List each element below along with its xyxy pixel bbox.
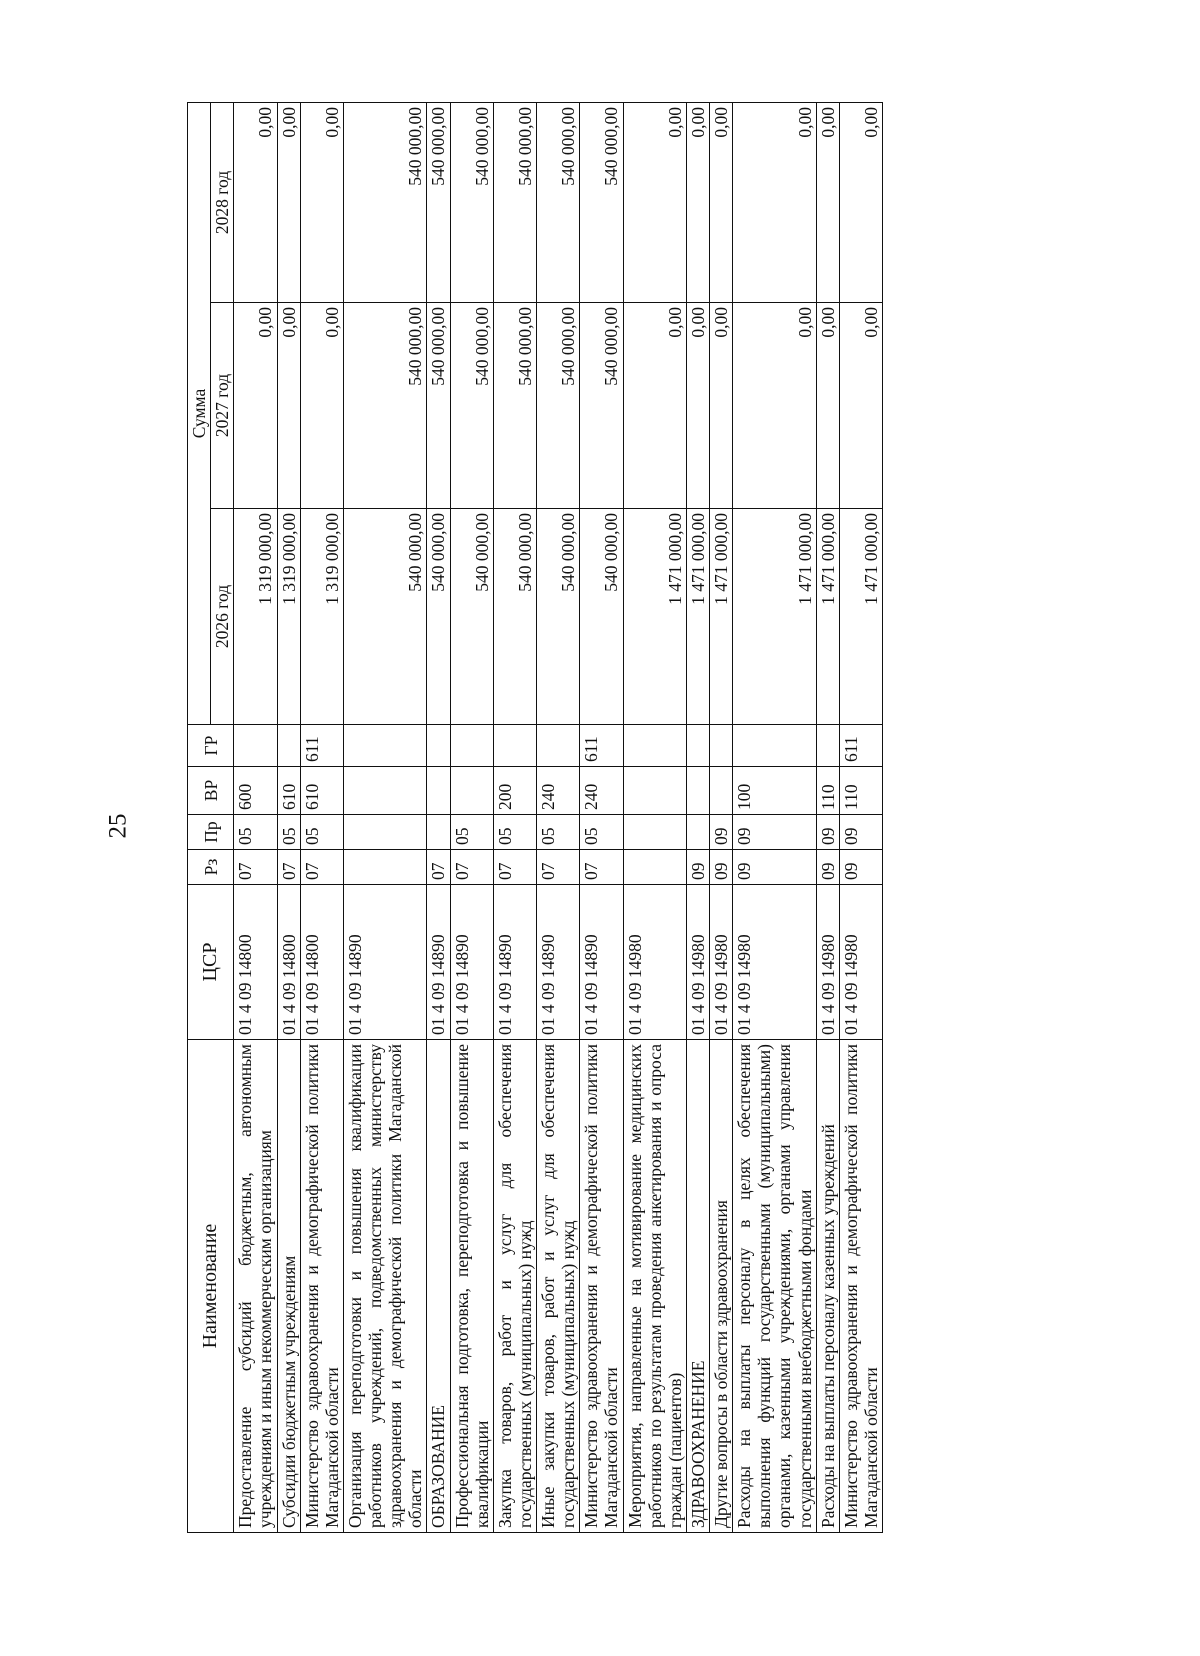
cell-pr: 09 (839, 815, 882, 850)
cell-vr: 240 (537, 767, 580, 815)
cell-2028: 0,00 (733, 102, 817, 302)
cell-vr: 610 (277, 767, 300, 815)
cell-2026: 540 000,00 (427, 509, 450, 725)
cell-csr: 01 4 09 14980 (686, 885, 709, 1040)
cell-csr: 01 4 09 14890 (343, 885, 427, 1040)
cell-2028: 540 000,00 (427, 102, 450, 302)
cell-2027: 0,00 (816, 303, 839, 509)
cell-2028: 0,00 (623, 102, 686, 302)
cell-vr: 610 (300, 767, 343, 815)
header-summa: Сумма (188, 102, 211, 724)
cell-csr: 01 4 09 14800 (234, 885, 277, 1040)
cell-gr: 611 (839, 725, 882, 767)
table-row (839, 102, 882, 1532)
cell-rz: 09 (710, 850, 733, 885)
cell-gr (343, 725, 427, 767)
cell-gr (450, 725, 493, 767)
cell-rz: 07 (427, 850, 450, 885)
cell-pr: 05 (580, 815, 623, 850)
cell-2026: 1 471 000,00 (733, 509, 817, 725)
cell-2027: 540 000,00 (450, 303, 493, 509)
cell-rz: 07 (234, 850, 277, 885)
cell-vr (343, 767, 427, 815)
cell-2028: 540 000,00 (343, 102, 427, 302)
cell-rz: 07 (300, 850, 343, 885)
table-row (300, 102, 343, 1532)
cell-vr (686, 767, 709, 815)
cell-name: Министерство здравоохранения и демографической политики Магаданской области (300, 1040, 343, 1533)
table-row (343, 102, 427, 1532)
cell-name: Субсидии бюджетным учреждениям (277, 1040, 300, 1533)
cell-name: Расходы на выплаты персоналу казенных учреждений (816, 1040, 839, 1533)
cell-name: ЗДРАВООХРАНЕНИЕ (686, 1040, 709, 1533)
cell-2027: 0,00 (300, 303, 343, 509)
cell-vr: 200 (493, 767, 536, 815)
cell-2026: 540 000,00 (580, 509, 623, 725)
cell-pr: 05 (300, 815, 343, 850)
header-2027: 2027 год (211, 303, 234, 509)
cell-2027: 0,00 (277, 303, 300, 509)
cell-gr: 611 (580, 725, 623, 767)
table-row (277, 102, 300, 1532)
cell-vr (450, 767, 493, 815)
cell-2026: 540 000,00 (343, 509, 427, 725)
cell-2028: 0,00 (277, 102, 300, 302)
cell-2026: 1 471 000,00 (686, 509, 709, 725)
table-row (816, 102, 839, 1532)
cell-2028: 540 000,00 (493, 102, 536, 302)
cell-name: Расходы на выплаты персоналу в целях обеспечения выполнения функций государственными (муниципальными) органами, казенными учреждениями, органами управления государственными внебюджетными фондами (733, 1040, 817, 1533)
cell-vr (623, 767, 686, 815)
cell-2027: 540 000,00 (427, 303, 450, 509)
cell-pr (343, 815, 427, 850)
cell-2026: 540 000,00 (450, 509, 493, 725)
cell-2028: 540 000,00 (580, 102, 623, 302)
table-body (234, 102, 883, 1532)
table-row (493, 102, 536, 1532)
cell-name: Профессиональная подготовка, переподготовка и повышение квалификации (450, 1040, 493, 1533)
cell-2028: 0,00 (816, 102, 839, 302)
cell-2027: 540 000,00 (537, 303, 580, 509)
cell-csr: 01 4 09 14800 (300, 885, 343, 1040)
header-2026: 2026 год (211, 509, 234, 725)
cell-2028: 0,00 (710, 102, 733, 302)
cell-pr (686, 815, 709, 850)
cell-rz (343, 850, 427, 885)
cell-gr (427, 725, 450, 767)
cell-rz: 07 (277, 850, 300, 885)
budget-table (187, 102, 883, 1533)
table-row (733, 102, 817, 1532)
cell-2026: 1 319 000,00 (277, 509, 300, 725)
cell-name: Министерство здравоохранения и демографической политики Магаданской области (580, 1040, 623, 1533)
header-name: Наименование (188, 1040, 234, 1533)
cell-2027: 540 000,00 (343, 303, 427, 509)
cell-gr (710, 725, 733, 767)
cell-name: Предоставление субсидий бюджетным, автономным учреждениям и иным некоммерческим организациям (234, 1040, 277, 1533)
cell-rz: 07 (450, 850, 493, 885)
cell-name: Иные закупки товаров, работ и услуг для обеспечения государственных (муниципальных) нужд (537, 1040, 580, 1533)
cell-pr: 09 (710, 815, 733, 850)
cell-csr: 01 4 09 14980 (839, 885, 882, 1040)
cell-pr: 05 (450, 815, 493, 850)
cell-csr: 01 4 09 14980 (710, 885, 733, 1040)
cell-csr: 01 4 09 14890 (450, 885, 493, 1040)
cell-2027: 0,00 (234, 303, 277, 509)
header-vr: ВР (188, 767, 234, 815)
cell-2028: 0,00 (686, 102, 709, 302)
table-row (427, 102, 450, 1532)
header-rz: Рз (188, 850, 234, 885)
cell-name: Организация переподготовки и повышения квалификации работников учреждений, подведомственных министерству здравоохранения и демографической политики Магаданской области (343, 1040, 427, 1533)
cell-csr: 01 4 09 14890 (580, 885, 623, 1040)
cell-csr: 01 4 09 14890 (493, 885, 536, 1040)
cell-name: Министерство здравоохранения и демографической политики Магаданской области (839, 1040, 882, 1533)
cell-gr: 611 (300, 725, 343, 767)
cell-gr (277, 725, 300, 767)
cell-vr (427, 767, 450, 815)
cell-csr: 01 4 09 14800 (277, 885, 300, 1040)
cell-csr: 01 4 09 14890 (427, 885, 450, 1040)
cell-2028: 0,00 (839, 102, 882, 302)
cell-2026: 540 000,00 (537, 509, 580, 725)
cell-pr (623, 815, 686, 850)
table-row (537, 102, 580, 1532)
cell-2027: 0,00 (733, 303, 817, 509)
cell-2026: 540 000,00 (493, 509, 536, 725)
table-row (710, 102, 733, 1532)
cell-pr: 05 (277, 815, 300, 850)
cell-gr (537, 725, 580, 767)
cell-2026: 1 471 000,00 (623, 509, 686, 725)
cell-2027: 0,00 (839, 303, 882, 509)
cell-2028: 0,00 (300, 102, 343, 302)
cell-gr (623, 725, 686, 767)
cell-gr (686, 725, 709, 767)
cell-name: Другие вопросы в области здравоохранения (710, 1040, 733, 1533)
cell-rz: 07 (537, 850, 580, 885)
cell-vr: 110 (816, 767, 839, 815)
cell-vr: 240 (580, 767, 623, 815)
cell-csr: 01 4 09 14980 (816, 885, 839, 1040)
table-row (623, 102, 686, 1532)
header-csr: ЦСР (188, 885, 234, 1040)
cell-gr (816, 725, 839, 767)
cell-pr: 09 (816, 815, 839, 850)
cell-name: ОБРАЗОВАНИЕ (427, 1040, 450, 1533)
rotated-table-container (187, 103, 1097, 1533)
cell-rz: 09 (733, 850, 817, 885)
cell-pr: 09 (733, 815, 817, 850)
cell-pr (427, 815, 450, 850)
cell-gr (493, 725, 536, 767)
cell-2028: 540 000,00 (537, 102, 580, 302)
cell-name: Закупка товаров, работ и услуг для обеспечения государственных (муниципальных) нужд (493, 1040, 536, 1533)
cell-vr: 110 (839, 767, 882, 815)
cell-2027: 0,00 (623, 303, 686, 509)
cell-csr: 01 4 09 14890 (537, 885, 580, 1040)
cell-pr: 05 (234, 815, 277, 850)
header-row-1 (188, 102, 211, 1532)
table-row (234, 102, 277, 1532)
cell-vr: 600 (234, 767, 277, 815)
cell-rz (623, 850, 686, 885)
cell-gr (234, 725, 277, 767)
cell-2027: 0,00 (710, 303, 733, 509)
cell-name: Мероприятия, направленные на мотивирование медицинских работников по результатам проведения анкетирования и опроса граждан (пациентов) (623, 1040, 686, 1533)
cell-2028: 0,00 (234, 102, 277, 302)
cell-gr (733, 725, 817, 767)
cell-2026: 1 319 000,00 (234, 509, 277, 725)
table-row (450, 102, 493, 1532)
cell-2028: 540 000,00 (450, 102, 493, 302)
header-2028: 2028 год (211, 102, 234, 302)
cell-2027: 0,00 (686, 303, 709, 509)
cell-csr: 01 4 09 14980 (623, 885, 686, 1040)
cell-2026: 1 471 000,00 (839, 509, 882, 725)
cell-2026: 1 319 000,00 (300, 509, 343, 725)
cell-rz: 09 (839, 850, 882, 885)
cell-rz: 07 (493, 850, 536, 885)
cell-vr (710, 767, 733, 815)
cell-2026: 1 471 000,00 (710, 509, 733, 725)
cell-2026: 1 471 000,00 (816, 509, 839, 725)
table-row (686, 102, 709, 1532)
cell-rz: 09 (686, 850, 709, 885)
table-row (580, 102, 623, 1532)
cell-vr: 100 (733, 767, 817, 815)
cell-pr: 05 (537, 815, 580, 850)
cell-rz: 07 (580, 850, 623, 885)
header-pr: Пр (188, 815, 234, 850)
header-gr: ГР (188, 725, 234, 767)
cell-2027: 540 000,00 (493, 303, 536, 509)
cell-csr: 01 4 09 14980 (733, 885, 817, 1040)
cell-2027: 540 000,00 (580, 303, 623, 509)
page-number: 25 (104, 813, 132, 839)
cell-pr: 05 (493, 815, 536, 850)
cell-rz: 09 (816, 850, 839, 885)
